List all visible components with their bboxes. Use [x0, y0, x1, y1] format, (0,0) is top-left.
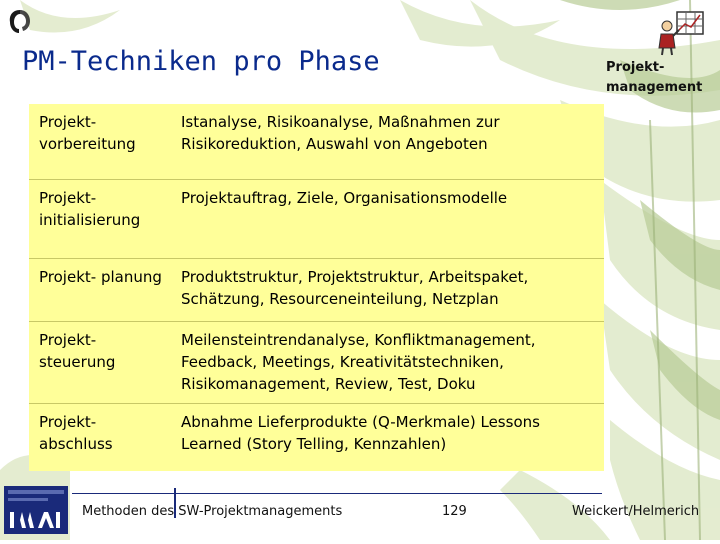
footer-course: Methoden des SW-Projektmanagements: [82, 504, 343, 519]
techniques-cell: Produktstruktur, Projektstruktur, Arbeitspaket, Schätzung, Resourceneinteilung, Netzplan: [181, 268, 529, 308]
page-title: PM-Techniken pro Phase: [22, 46, 380, 77]
table-row: [29, 104, 604, 179]
table-row: [29, 404, 604, 471]
table-row: [29, 322, 604, 403]
worker-with-chart-icon: [655, 10, 705, 56]
techniques-cell: Istanalyse, Risikoanalyse, Maßnahmen zur Risikoreduktion, Auswahl von Angeboten: [181, 113, 500, 153]
phase-cell: Projekt- vorbereitung: [39, 113, 136, 153]
phase-table: [29, 104, 604, 471]
phase-cell: Projekt- abschluss: [39, 413, 113, 453]
brain-logo-icon: [6, 8, 34, 36]
techniques-cell: Meilensteintrendanalyse, Konfliktmanagement, Feedback, Meetings, Kreativitätstechniken, Risikomanagement, Review, Test, Doku: [181, 331, 536, 393]
ima-logo-icon: [0, 482, 72, 540]
techniques-cell: Projektauftrag, Ziele, Organisationsmodelle: [181, 189, 508, 207]
footer-authors: Weickert/Helmerich: [572, 504, 700, 519]
page-number: 129: [442, 504, 467, 519]
table-row: [29, 259, 604, 321]
table-row: [29, 180, 604, 258]
techniques-cell: Abnahme Lieferprodukte (Q-Merkmale) Lessons Learned (Story Telling, Kennzahlen): [181, 413, 540, 453]
corner-label: Projekt- management: [606, 60, 703, 95]
phase-cell: Projekt- initialisierung: [39, 189, 141, 229]
phase-cell: Projekt- steuerung: [39, 331, 116, 371]
phase-cell: Projekt- planung: [39, 268, 162, 286]
footer-divider: [72, 493, 602, 494]
